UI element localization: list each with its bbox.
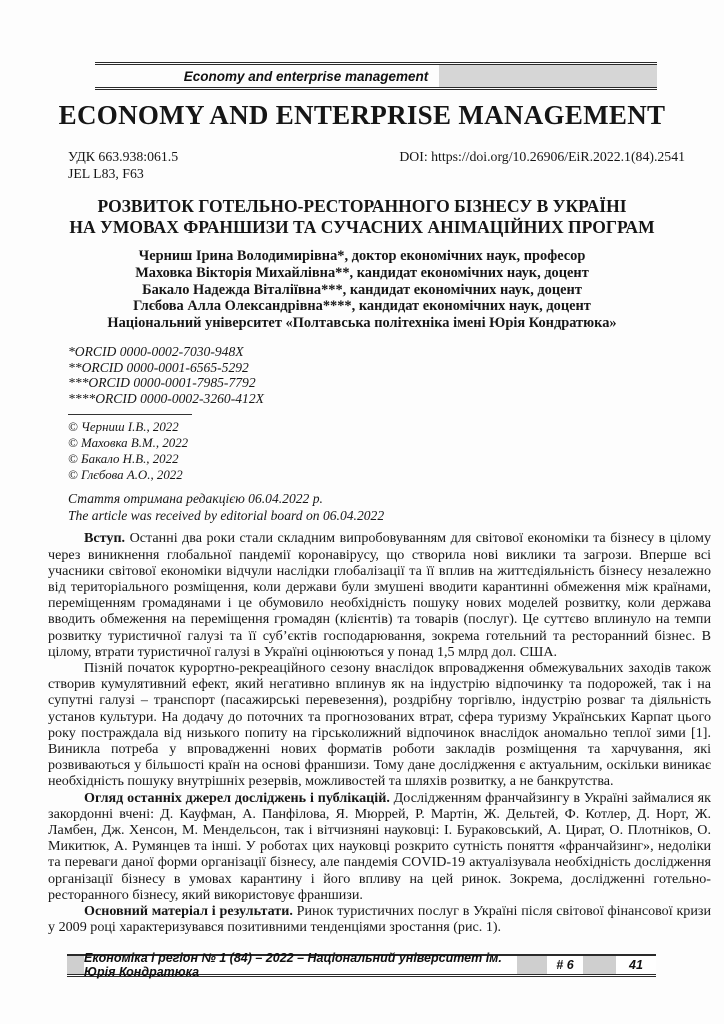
paragraph-lead: Основний матеріал і результати. [84, 903, 293, 920]
copyright-line: © Бакало Н.В., 2022 [68, 452, 179, 467]
authors-block [0, 248, 724, 332]
orcid-line: ***ORCID 0000-0001-7985-7792 [68, 375, 256, 391]
meta-row [68, 148, 685, 165]
journal-running-header [95, 62, 657, 90]
paragraph-main-results [48, 903, 711, 935]
paragraph-lead: Огляд останніх джерел досліджень і публікацій. [84, 789, 390, 806]
paragraph-intro [48, 530, 711, 660]
copyright-line: © Черниш І.В., 2022 [68, 420, 179, 435]
article-body [48, 530, 711, 935]
author-line: Маховка Вікторія Михайлівна**, кандидат економічних наук, доцент [135, 264, 589, 281]
paragraph-text: Пізній початок курортно-рекреаційного сезону внаслідок впровадження обмежувальних заходів також створив кумулятивний ефект, який негативно вплинув як на індустрію відпочинку та подорожей, так і на супутні галузі – транспорт (пасажирські перевезення), роздрібну торгівлю, індустрію розваг та діяльність установ культури. На додачу до поточних та прогнозованих втрат, сфера туризму Українських Карпат цього року постраждала від низького попиту на гірськолижний відпочинок внаслідок аномально теплої зими [1]. Виникла потреба у впровадженні нових форматів роботи закладів розміщення та харчування, які розвиваються у більшості країн на основі франшизи. Тому дане дослідження є актуальним, оскільки виникає необхідність пошуку внутрішніх резервів, можливостей та шляхів розвитку, а не банкрутства. [48, 659, 711, 790]
footer-issue-number: # 6 [556, 958, 574, 972]
copyright-line: © Глєбова А.О., 2022 [68, 468, 183, 483]
copyright-line: © Маховка В.М., 2022 [68, 436, 189, 451]
doi-link[interactable]: DOI: https://doi.org/10.26906/EiR.2022.1(84).2541 [399, 149, 685, 164]
author-line: Глєбова Алла Олександрівна****, кандидат економічних наук, доцент [133, 298, 591, 315]
article-title-line2: НА УМОВАХ ФРАНШИЗИ ТА СУЧАСНИХ АНІМАЦІЙНИХ ПРОГРАМ [69, 217, 655, 237]
author-line: Бакало Надежда Віталіївна***, кандидат економічних наук, доцент [142, 281, 582, 298]
running-head-title: Economy and enterprise management [183, 68, 429, 84]
journal-footer [67, 951, 656, 979]
article-title-line1: РОЗВИТОК ГОТЕЛЬНО-РЕСТОРАННОГО БІЗНЕСУ В УКРАЇНІ [97, 196, 627, 216]
paragraph-text: Дослідженням франчайзингу в Україні займалися як закордонні вчені: Д. Кауфман, А. Панфілова, Я. Мюррей, Р. Мартін, Ж. Дельтей, Ф. Котлер, Д. Норт, Ж. Ламбен, Дж. Хенсон, М. Мендельсон, так і вітчизняні науковці: І. Бураковський, А. Цират, О. Плотніков, О. Микитюк, А. Румянцев та інші. У роботах цих науковці розкрито сутність поняття «франчайзинг», недоліки та переваги даної форми організації бізнесу, але пандемія COVID-19 актуалізувала необхідність дослідження організації бізнесу в умовах карантину і його впливу на цей ринок. Зокрема, дослідженні готельно-ресторанного бізнесу, який використовує франшизи. [48, 789, 711, 903]
article-title [0, 196, 724, 238]
received-date-uk: Стаття отримана редакцією 06.04.2022 р. [68, 491, 323, 507]
section-title: ECONOMY AND ENTERPRISE MANAGEMENT [58, 100, 666, 130]
received-block [68, 490, 724, 524]
paragraph-literature-review [48, 790, 711, 903]
footer-gray-block [517, 956, 547, 974]
jel-codes: JEL L83, F63 [68, 166, 144, 181]
footer-journal-line: Економіка і регіон № 1 (84) – 2022 – Національний університет ім. Юрія Кондратюка [84, 951, 502, 979]
orcid-line: **ORCID 0000-0001-6565-5292 [68, 359, 249, 375]
author-line: Черниш Ірина Володимирівна*, доктор економічних наук, професор [138, 248, 586, 264]
copyright-block [68, 419, 724, 483]
footer-gray-block [583, 956, 616, 974]
footer-gray-block [67, 956, 84, 974]
paragraph-text: Останні два роки стали складним випробовуванням для світової економіки та бізнесу в цілому через виникнення глобальної пандемії коронавірусу, що створила нові виклики та загрози. Вперше всі учасники світової економіки відчули наслідки глобалізації та її вплив на життєдіяльність бізнесу незалежно від територіального розміщення, коли держави були змушені вводити карантинні обмеження між країнами, переміщенням громадянами і це обумовило необхідність пошуку нових моделей розвитку, коли держава вводить обмеження на переміщення громадян (клієнтів) та товарів (послуг). Це суттєво вплинуло на темпи розвитку туристичної галузі та її суб’єктів господарювання, зокрема готельний та ресторанний бізнес. В цілому, втрати туристичної галузі в Україні оцінюються у понад 1,5 млрд дол. США. [48, 530, 711, 660]
orcid-line: *ORCID 0000-0002-7030-948X [68, 343, 244, 359]
paragraph-lead: Вступ. [84, 530, 126, 547]
affiliation-line: Національний університет «Полтавська політехніка імені Юрія Кондратюка» [107, 315, 617, 332]
udc-code: УДК 663.938:061.5 [68, 149, 179, 164]
copyright-divider [68, 414, 192, 415]
header-gray-block [439, 65, 657, 87]
paragraph-season [48, 660, 711, 790]
footer-page-number: 41 [629, 958, 643, 972]
orcid-line: ****ORCID 0000-0002-3260-412X [68, 390, 264, 406]
paragraph-text: Ринок туристичних послуг в Україні після світової фінансової кризи у 2009 році характеризувався позитивними тенденціями зростання (рис. 1). [48, 903, 711, 936]
orcid-block [68, 344, 724, 406]
received-date-en: The article was received by editorial board on 06.04.2022 [68, 508, 385, 524]
